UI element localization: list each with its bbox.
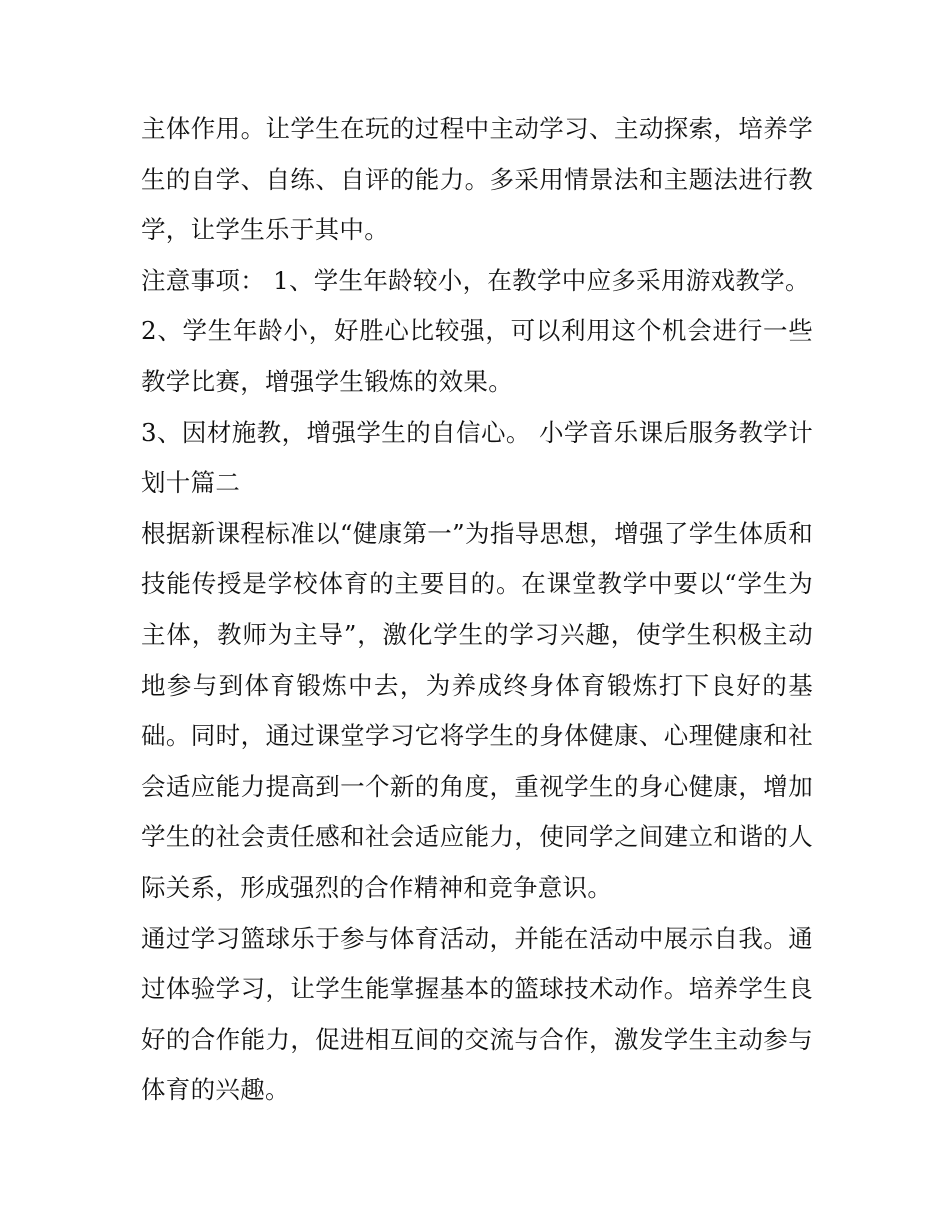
- paragraph-teaching-method: 主体作用。让学生在玩的过程中主动学习、主动探索，培养学生的自学、自练、自评的能力。多采用情景法和主题法进行教学，让学生乐于其中。: [141, 114, 813, 245]
- paragraph-notes-3: 3、因材施教，增强学生的自信心。 小学音乐课后服务教学计划十篇二: [141, 417, 813, 498]
- paragraph-guiding-ideology: 根据新课程标准以“健康第一”为指导思想，增强了学生体质和技能传授是学校体育的主要目的。在课堂教学中要以“学生为主体，教师为主导”，激化学生的学习兴趣，使学生积极主动地参与到体育锻炼中去，为养成终身体育锻炼打下良好的基础。同时，通过课堂学习它将学生的身体健康、心理健康和社会适应能力提高到一个新的角度，重视学生的身心健康，增加学生的社会责任感和社会适应能力，使同学之间建立和谐的人际关系，形成强烈的合作精神和竞争意识。: [141, 518, 813, 902]
- paragraph-basketball-goals: 通过学习篮球乐于参与体育活动，并能在活动中展示自我。通过体验学习，让学生能掌握基本的篮球技术动作。培养学生良好的合作能力，促进相互间的交流与合作，激发学生主动参与体育的兴趣。: [141, 923, 813, 1105]
- paragraph-notes-2: 2、学生年龄小，好胜心比较强，可以利用这个机会进行一些教学比赛，增强学生锻炼的效果。: [141, 316, 813, 396]
- document-body: [141, 104, 813, 1116]
- paragraph-notes-1: 注意事项： 1、学生年龄较小，在教学中应多采用游戏教学。: [141, 265, 810, 295]
